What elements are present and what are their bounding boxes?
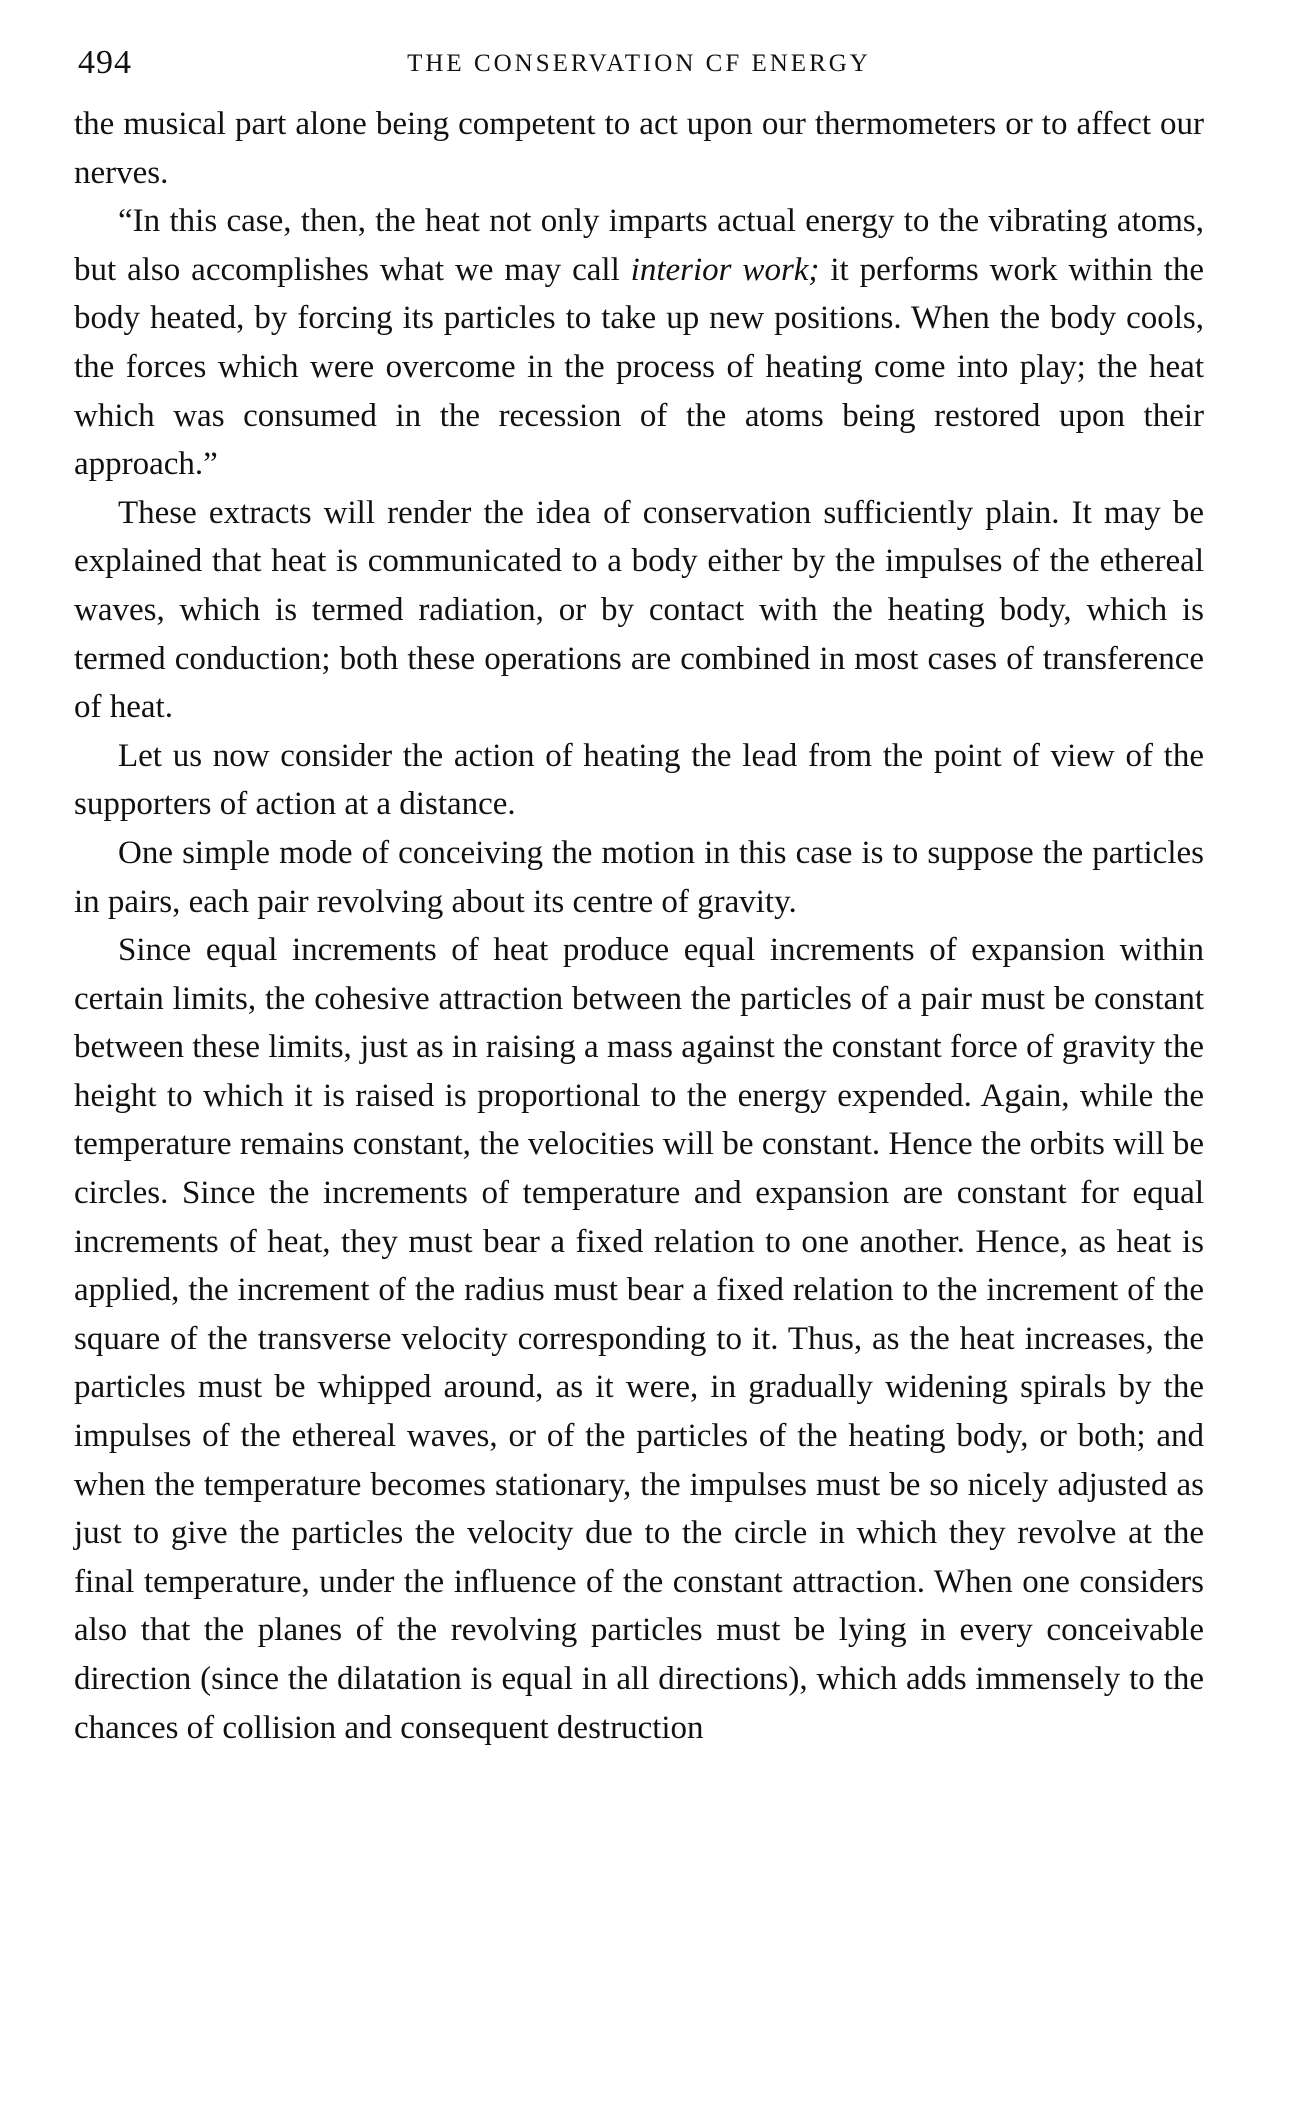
running-title: THE CONSERVATION CF ENERGY (407, 50, 871, 77)
paragraph-5: One simple mode of conceiving the motion in this case is to suppose the particles in pairs, each pair revolving about its centre of gravity. (74, 834, 1204, 920)
book-page (74, 44, 1204, 1752)
paragraph-2-text-after: it performs work within the body heated, by forcing its particles to take up new positions. When the body cools, the forces which were overcome in the process of heating come into play; the heat which was consumed in the recession of the atoms being restored upon their approach.” (74, 251, 1205, 483)
running-head (74, 44, 1204, 90)
paragraph-4: Let us now consider the action of heating the lead from the point of view of the supporters of action at a distance. (74, 737, 1204, 823)
paragraph-2-text-before: “In this case, then, the heat not only imparts actual energy to the vibrating atoms, but also accomplishes what we may call (74, 203, 1204, 288)
paragraph-3: These extracts will render the idea of conservation sufficiently plain. It may be explained that heat is communicated to a body either by the impulses of the ethereal waves, which is termed radiation, or by contact with the heating body, which is termed conduction; both these operations are combined in most cases of transference of heat. (74, 494, 1204, 726)
paragraph-2-emphasis: interior work; (630, 251, 820, 288)
paragraph-6: Since equal increments of heat produce equal increments of expansion within certain limits, the cohesive attraction between the particles of a pair must be constant between these limits, just as in raising a mass against the constant force of gravity the height to which it is raised is proportional to the energy expended. Again, while the temperature remains constant, the velocities will be constant. Hence the orbits will be circles. Since the increments of temperature and expansion are constant for equal increments of heat, they must bear a fixed relation to one another. Hence, as heat is applied, the increment of the radius must bear a fixed relation to the increment of the square of the transverse velocity corresponding to it. Thus, as the heat increases, the particles must be whipped around, as it were, in gradually widening spirals by the impulses of the ethereal waves, or of the particles of the heating body, or both; and when the temperature becomes stationary, the impulses must be so nicely adjusted as just to give the particles the velocity due to the circle in which they revolve at the final temperature, under the influence of the constant attraction. When one considers also that the planes of the revolving particles must be lying in every conceivable direction (since the dilatation is equal in all directions), which adds immensely to the chances of collision and consequent destruction (74, 932, 1204, 1746)
paragraph-1: the musical part alone being competent to act upon our thermometers or to affect our nerves. (74, 106, 1204, 191)
paragraph-2-quotation (74, 197, 1204, 489)
page-number: 494 (78, 44, 132, 81)
body-text (74, 100, 1204, 1752)
